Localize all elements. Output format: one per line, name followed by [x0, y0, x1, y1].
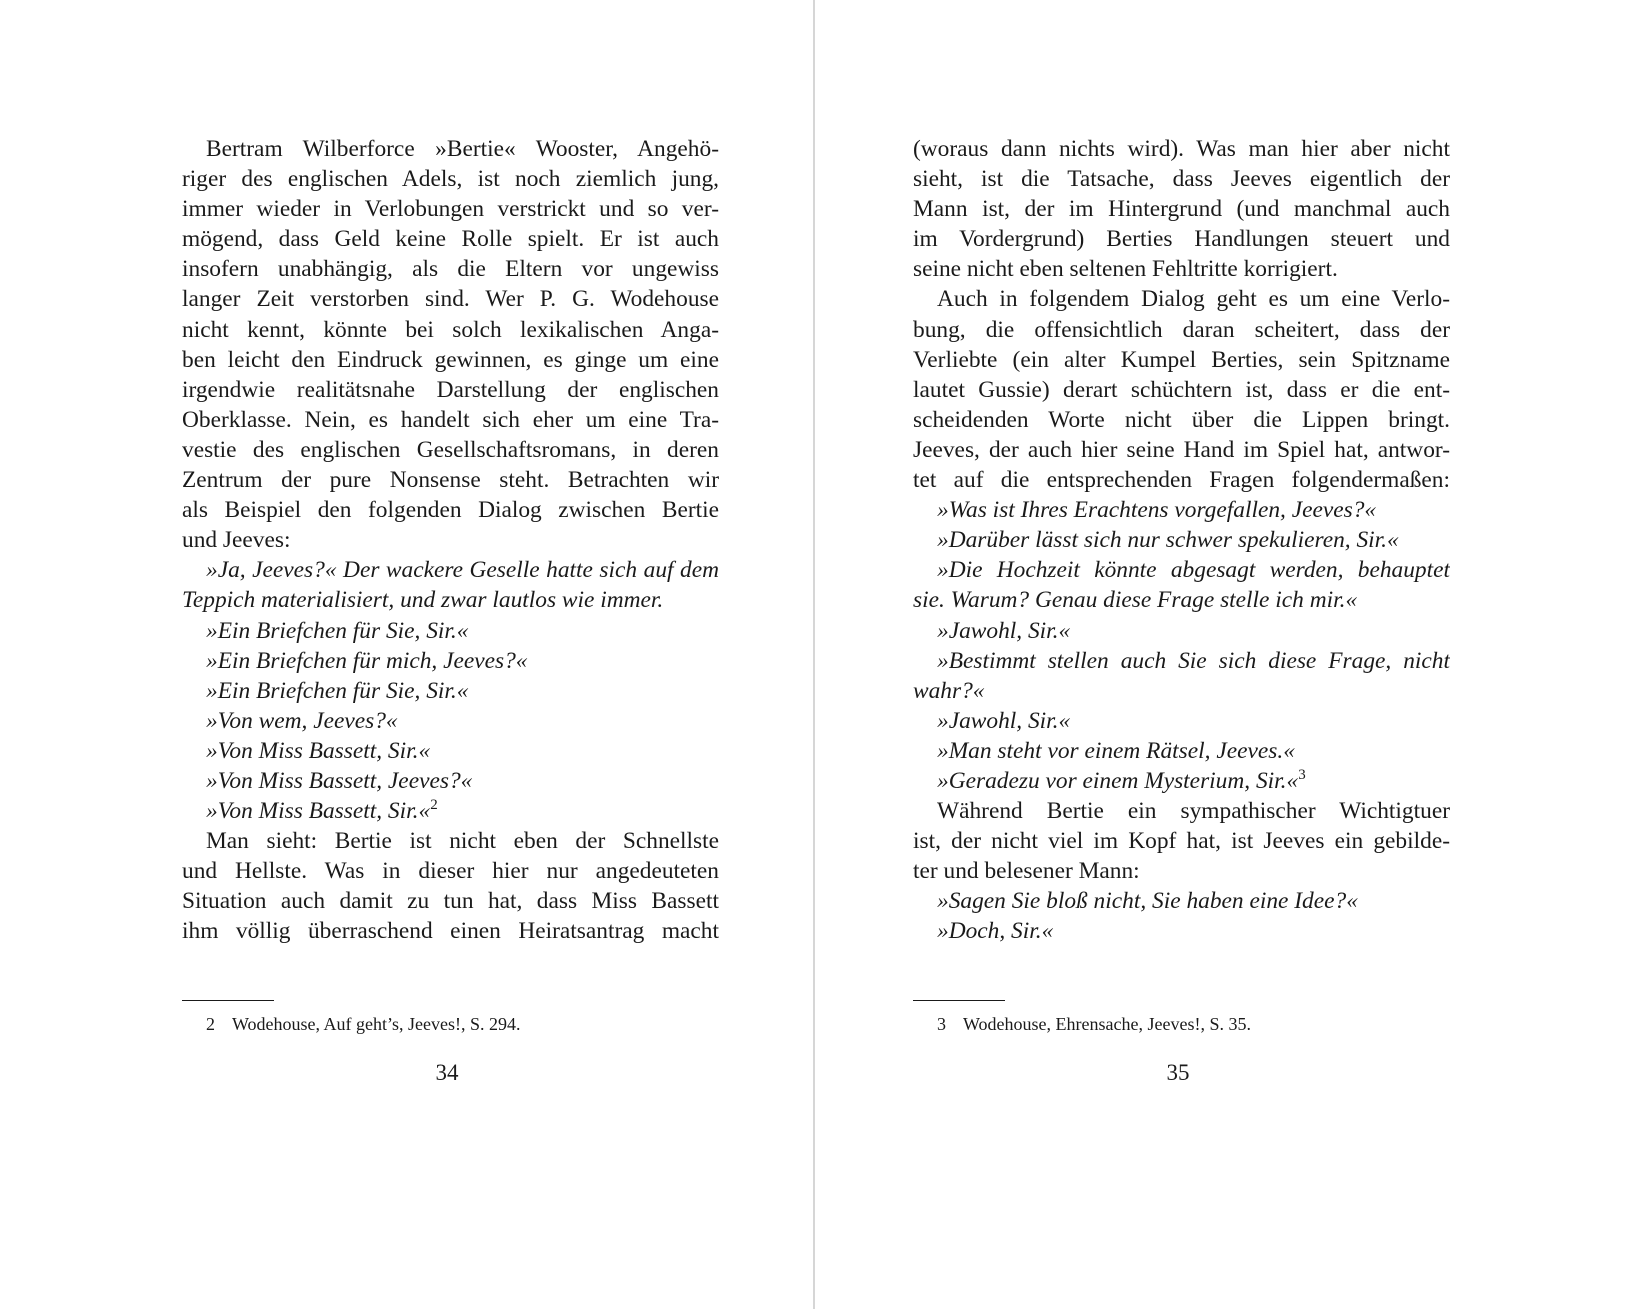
- text-line: [913, 164, 1450, 194]
- dialog-line: [913, 646, 1450, 676]
- line-text: im Vordergrund) Berties Handlungen steuert und: [913, 226, 1450, 253]
- text-line: [182, 916, 719, 946]
- dialog-line: [182, 766, 719, 796]
- line-text: mögend, dass Geld keine Rolle spielt. Er ist auch: [182, 226, 719, 253]
- line-text: »Von Miss Bassett, Sir.«: [206, 737, 431, 764]
- footnote: [937, 1012, 1251, 1036]
- line-text: (woraus dann nichts wird). Was man hier aber nicht: [913, 136, 1450, 162]
- line-text: scheidenden Worte nicht über die Lippen bringt.: [913, 406, 1450, 433]
- dialog-line: [913, 886, 1450, 916]
- page-number: 35: [1166, 1060, 1190, 1085]
- footnote: [206, 1012, 521, 1036]
- text-line: [182, 886, 719, 916]
- line-text: Verliebte (ein alter Kumpel Berties, sein Spitzname: [913, 346, 1450, 373]
- dialog-line: [182, 736, 719, 766]
- footnote-number: 2: [206, 1014, 215, 1034]
- line-text: »Von Miss Bassett, Jeeves?«: [206, 767, 473, 794]
- line-text: ben leicht den Eindruck gewinnen, es ginge um eine: [182, 346, 719, 373]
- footnote-separator: [182, 1000, 274, 1001]
- footnote-reference: 3: [1298, 767, 1306, 784]
- line-text: wahr?«: [913, 677, 985, 704]
- dialog-line: [913, 616, 1450, 646]
- line-text: Man sieht: Bertie ist nicht eben der Schnellste: [206, 828, 719, 855]
- left-page-body-text: [182, 134, 719, 947]
- line-text: »Von wem, Jeeves?«: [206, 707, 398, 734]
- line-text: ihm völlig überraschend einen Heiratsantrag macht: [182, 918, 719, 945]
- dialog-line: [182, 796, 719, 826]
- dialog-line: [913, 495, 1450, 525]
- text-line: [182, 405, 719, 435]
- text-line: [182, 495, 719, 525]
- dialog-line: [913, 706, 1450, 736]
- footnote-number: 3: [937, 1014, 946, 1034]
- right-page: [815, 0, 1628, 1309]
- text-line: [913, 315, 1450, 345]
- right-page-body-text: [913, 134, 1450, 947]
- dialog-line: [913, 585, 1450, 615]
- text-line: [182, 826, 719, 856]
- text-line: [182, 224, 719, 254]
- footnote-text: Wodehouse, Ehrensache, Jeeves!, S. 35.: [963, 1014, 1251, 1034]
- dialog-line: [913, 555, 1450, 585]
- text-line: [182, 194, 719, 224]
- text-line: [182, 465, 719, 495]
- text-line: [913, 826, 1450, 856]
- line-text: »Jawohl, Sir.«: [937, 707, 1071, 734]
- line-text: lautet Gussie) derart schüchtern ist, dass er die ent-: [913, 376, 1450, 403]
- line-text: »Von Miss Bassett, Sir.«: [206, 798, 431, 825]
- line-text: und Hellste. Was in dieser hier nur angedeuteten: [182, 858, 719, 885]
- line-text: »Was ist Ihres Erachtens vorgefallen, Jeeves?«: [937, 497, 1377, 524]
- line-text: bung, die offensichtlich daran scheitert, dass der: [913, 316, 1450, 343]
- text-line: [182, 525, 719, 555]
- dialog-line: [913, 736, 1450, 766]
- footnote-text: Wodehouse, Auf geht’s, Jeeves!, S. 294.: [232, 1014, 521, 1034]
- text-line: [182, 284, 719, 314]
- line-text: »Darüber lässt sich nur schwer spekulieren, Sir.«: [937, 527, 1399, 554]
- line-text: Situation auch damit zu tun hat, dass Miss Bassett: [182, 888, 719, 915]
- text-line: [182, 345, 719, 375]
- line-text: tet auf die entsprechenden Fragen folgendermaßen:: [913, 467, 1450, 494]
- text-line: [913, 194, 1450, 224]
- text-line: [182, 134, 719, 164]
- dialog-line: [182, 676, 719, 706]
- line-text: Bertram Wilberforce »Bertie« Wooster, Angehö-: [206, 136, 719, 162]
- line-text: »Man steht vor einem Rätsel, Jeeves.«: [937, 737, 1295, 764]
- text-line: [913, 134, 1450, 164]
- line-text: »Doch, Sir.«: [937, 918, 1054, 945]
- line-text: Teppich materialisiert, und zwar lautlos wie immer.: [182, 587, 664, 614]
- dialog-line: [182, 646, 719, 676]
- line-text: Während Bertie ein sympathischer Wichtigtuer: [937, 798, 1450, 825]
- line-text: »Ein Briefchen für mich, Jeeves?«: [206, 647, 528, 674]
- dialog-line: [182, 616, 719, 646]
- dialog-line: [913, 766, 1450, 796]
- line-text: riger des englischen Adels, ist noch ziemlich jung,: [182, 166, 719, 193]
- line-text: sieht, ist die Tatsache, dass Jeeves eigentlich der: [913, 166, 1450, 193]
- line-text: Oberklasse. Nein, es handelt sich eher um eine Tra-: [182, 406, 719, 433]
- footnote-separator: [913, 1000, 1005, 1001]
- line-text: Jeeves, der auch hier seine Hand im Spiel hat, antwor-: [913, 436, 1450, 463]
- footnote-reference: 2: [430, 797, 438, 814]
- line-text: irgendwie realitätsnahe Darstellung der englischen: [182, 376, 719, 403]
- line-text: insofern unabhängig, als die Eltern vor ungewiss: [182, 256, 719, 283]
- text-line: [182, 375, 719, 405]
- line-text: »Die Hochzeit könnte abgesagt werden, behauptet: [937, 557, 1450, 584]
- line-text: ist, der nicht viel im Kopf hat, ist Jeeves ein gebilde-: [913, 828, 1450, 855]
- text-line: [182, 856, 719, 886]
- dialog-line: [182, 706, 719, 736]
- dialog-line: [913, 916, 1450, 946]
- text-line: [913, 284, 1450, 314]
- text-line: [913, 796, 1450, 826]
- dialog-line: [182, 555, 719, 585]
- line-text: Auch in folgendem Dialog geht es um eine Verlo-: [937, 286, 1450, 313]
- line-text: Mann ist, der im Hintergrund (und manchmal auch: [913, 196, 1450, 223]
- text-line: [182, 164, 719, 194]
- line-text: Zentrum der pure Nonsense steht. Betrachten wir: [182, 467, 719, 494]
- line-text: sie. Warum? Genau diese Frage stelle ich mir.«: [913, 587, 1358, 614]
- line-text: vestie des englischen Gesellschaftsromans, in deren: [182, 436, 719, 463]
- line-text: nicht kennt, könnte bei solch lexikalischen Anga-: [182, 316, 719, 343]
- text-line: [913, 465, 1450, 495]
- text-line: [182, 315, 719, 345]
- line-text: ter und belesener Mann:: [913, 858, 1140, 885]
- text-line: [913, 375, 1450, 405]
- line-text: »Geradezu vor einem Mysterium, Sir.«: [937, 767, 1299, 794]
- line-text: »Ein Briefchen für Sie, Sir.«: [206, 677, 469, 704]
- dialog-line: [182, 585, 719, 615]
- text-line: [913, 254, 1450, 284]
- line-text: »Sagen Sie bloß nicht, Sie haben eine Idee?«: [937, 888, 1358, 915]
- line-text: »Ja, Jeeves?« Der wackere Geselle hatte sich auf dem: [206, 557, 719, 584]
- left-page: [0, 0, 813, 1309]
- text-line: [182, 435, 719, 465]
- text-line: [913, 345, 1450, 375]
- line-text: »Jawohl, Sir.«: [937, 617, 1071, 644]
- line-text: seine nicht eben seltenen Fehltritte korrigiert.: [913, 256, 1338, 283]
- line-text: langer Zeit verstorben sind. Wer P. G. Wodehouse: [182, 286, 719, 313]
- line-text: immer wieder in Verlobungen verstrickt und so ver-: [182, 196, 719, 223]
- text-line: [913, 856, 1450, 886]
- dialog-line: [913, 525, 1450, 555]
- dialog-line: [913, 676, 1450, 706]
- page-number: 34: [435, 1060, 459, 1085]
- text-line: [913, 224, 1450, 254]
- line-text: und Jeeves:: [182, 527, 291, 554]
- line-text: »Ein Briefchen für Sie, Sir.«: [206, 617, 469, 644]
- text-line: [913, 435, 1450, 465]
- line-text: »Bestimmt stellen auch Sie sich diese Frage, nicht: [937, 647, 1450, 674]
- line-text: als Beispiel den folgenden Dialog zwischen Bertie: [182, 497, 719, 524]
- text-line: [913, 405, 1450, 435]
- text-line: [182, 254, 719, 284]
